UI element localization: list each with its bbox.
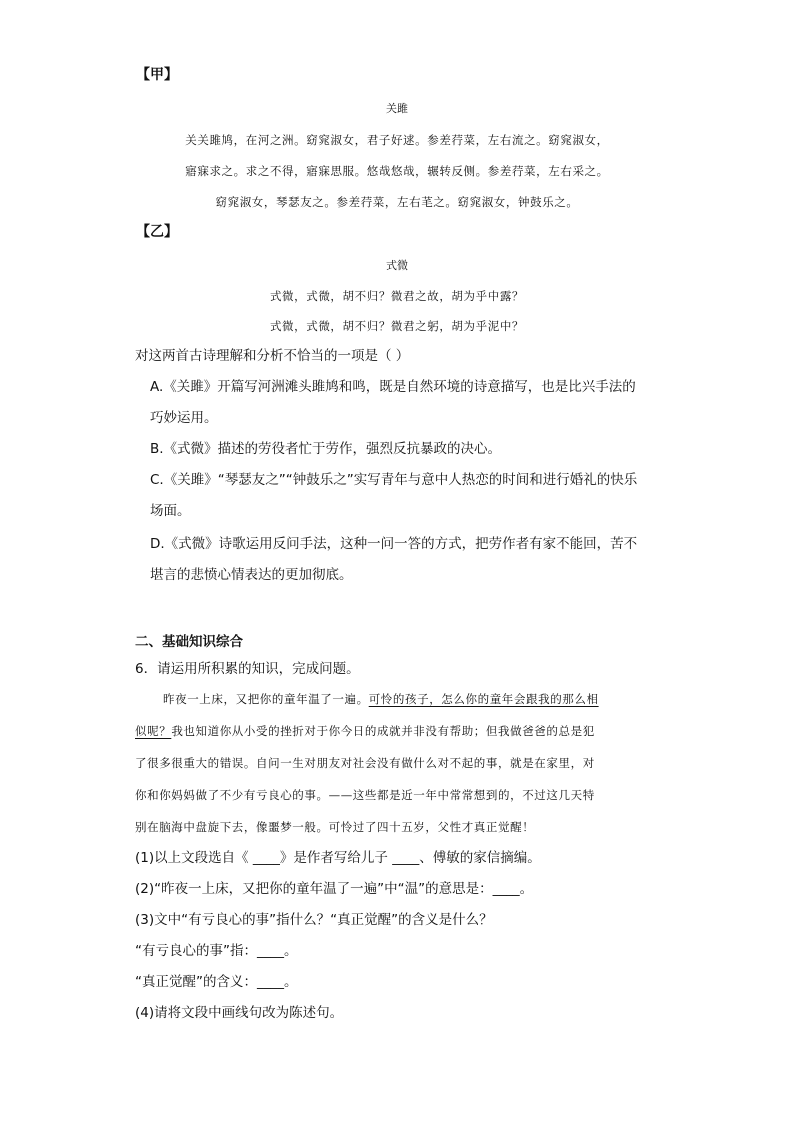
question-stem: 6．请运用所积累的知识，完成问题。 — [135, 661, 360, 677]
sub-question: (3)文中“有亏良心的事”指什么？“真正觉醒”的含义是什么？ — [135, 912, 493, 928]
option-d: D.《式微》诗歌运用反问手法，这种一问一答的方式，把劳作者有家不能回，苦不 — [150, 536, 638, 552]
section-jia-marker: 【甲】 — [136, 67, 178, 83]
poem-line: 式微，式微，胡不归？微君之故，胡为乎中露？ — [269, 289, 525, 303]
answer-line: “有亏良心的事”指：____。 — [135, 943, 298, 959]
underlined-sentence: 似呢？ — [135, 724, 172, 738]
sub-question: (1)以上文段选自《 ____》是作者写给儿子 ____、傅敏的家信摘编。 — [135, 850, 541, 866]
option-b: B.《式微》描述的劳役者忙于劳作，强烈反抗暴政的决心。 — [150, 441, 502, 457]
passage-line: 你和你妈妈做了不少有亏良心的事。——这些都是近一年中常常想到的，不过这几天特 — [135, 788, 595, 802]
poem-line: 窈窕淑女，琴瑟友之。参差荇菜，左右芼之。窈窕淑女，钟鼓乐之。 — [215, 195, 579, 209]
poem-title-guanju: 关雎 — [386, 102, 408, 115]
passage-text: 我也知道你从小受的挫折对于你今日的成就并非没有帮助；但我做爸爸的总是犯 — [171, 724, 595, 738]
section-yi-marker: 【乙】 — [136, 224, 178, 240]
option-c: C.《关雎》“琴瑟友之”“钟鼓乐之”实写青年与意中人热恋的时间和进行婚礼的快乐 — [150, 472, 638, 488]
poem-line: 式微，式微，胡不归？微君之躬，胡为乎泥中？ — [269, 319, 525, 333]
answer-line: “真正觉醒”的含义：____。 — [135, 974, 298, 990]
poem-title-shiwei: 式微 — [386, 259, 408, 272]
sub-question: (2)“昨夜一上床，又把你的童年温了一遍”中“温”的意思是：____。 — [135, 881, 534, 897]
poem-line: 寤寐求之。求之不得，寤寐思服。悠哉悠哉，辗转反侧。参差荇菜，左右采之。 — [185, 164, 609, 178]
option-c-continued: 场面。 — [150, 503, 191, 519]
question-stem: 对这两首古诗理解和分析不恰当的一项是（ ） — [135, 348, 410, 364]
poem-line: 关关雎鸠，在河之洲。窈窕淑女，君子好逑。参差荇菜，左右流之。窈窕淑女， — [185, 133, 609, 147]
option-a-continued: 巧妙运用。 — [150, 410, 218, 426]
section-heading: 二、基础知识综合 — [135, 634, 243, 650]
option-d-continued: 堪言的悲愤心情表达的更加彻底。 — [150, 567, 353, 583]
option-a: A.《关雎》开篇写河洲滩头雎鸠和鸣，既是自然环境的诗意描写，也是比兴手法的 — [150, 379, 636, 395]
sub-question: (4)请将文段中画线句改为陈述句。 — [135, 1005, 344, 1021]
passage-line — [135, 722, 595, 740]
passage-line: 了很多很重大的错误。自问一生对朋友对社会没有做什么对不起的事，就是在家里，对 — [135, 756, 595, 770]
underlined-sentence: 可怜的孩子，怎么你的童年会跟我的那么相 — [368, 692, 599, 706]
passage-line: 别在脑海中盘旋下去，像噩梦一般。可怜过了四十五岁，父性才真正觉醒！ — [135, 820, 535, 834]
passage-line — [163, 690, 599, 708]
passage-text: 昨夜一上床，又把你的童年温了一遍。 — [163, 692, 369, 706]
